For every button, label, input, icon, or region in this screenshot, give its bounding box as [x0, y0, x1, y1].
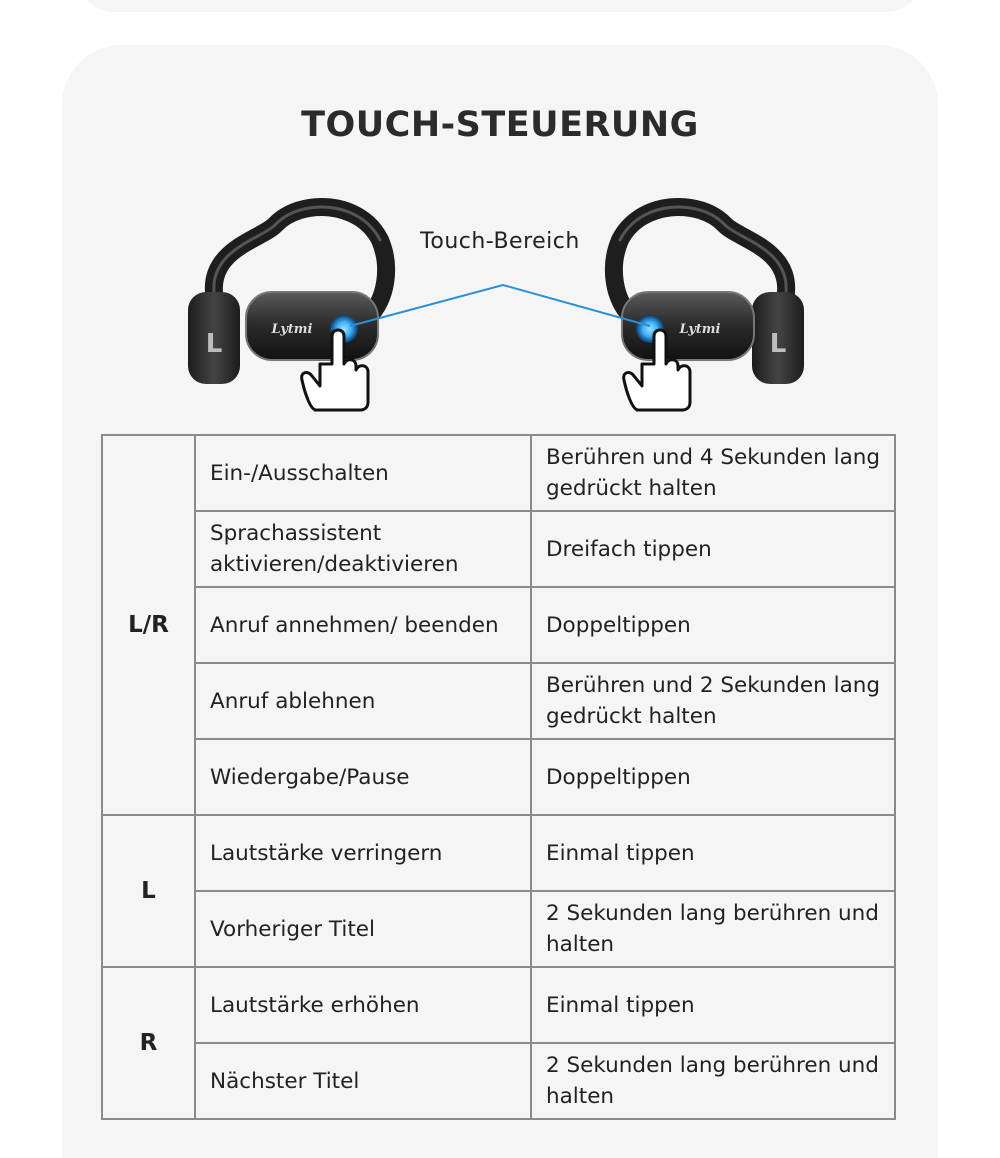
left-earbud — [188, 207, 386, 384]
action-cell: Nächster Titel — [195, 1043, 531, 1119]
table-row — [102, 967, 895, 1043]
action-cell: Anruf annehmen/ beenden — [195, 587, 531, 663]
action-cell: Anruf ablehnen — [195, 663, 531, 739]
gesture-cell: Einmal tippen — [531, 815, 895, 891]
table-row — [102, 891, 895, 967]
action-cell: Vorheriger Titel — [195, 891, 531, 967]
group-label: R — [102, 967, 195, 1119]
action-cell: Ein-/Ausschalten — [195, 435, 531, 511]
brand-logo-right: Lytmi — [679, 322, 721, 337]
touch-area-pointer — [350, 285, 650, 326]
brand-logo-left: Lytmi — [271, 322, 313, 337]
gesture-cell: Berühren und 2 Sekunden lang gedrückt halten — [531, 663, 895, 739]
action-cell: Sprachassistent aktivieren/deaktivieren — [195, 511, 531, 587]
right-earbud — [614, 207, 804, 384]
action-cell: Wiedergabe/Pause — [195, 739, 531, 815]
gesture-cell: Berühren und 4 Sekunden lang gedrückt halten — [531, 435, 895, 511]
svg-text:L: L — [205, 329, 223, 359]
table-row — [102, 435, 895, 511]
gesture-cell: 2 Sekunden lang berühren und halten — [531, 891, 895, 967]
touch-area-label: Touch-Bereich — [420, 229, 580, 254]
group-label: L — [102, 815, 195, 967]
table-row — [102, 511, 895, 587]
gesture-cell: 2 Sekunden lang berühren und halten — [531, 1043, 895, 1119]
touch-control-table — [101, 434, 896, 1120]
table-row — [102, 1043, 895, 1119]
action-cell: Lautstärke erhöhen — [195, 967, 531, 1043]
svg-text:L: L — [769, 329, 787, 359]
section-title: TOUCH-STEUERUNG — [301, 105, 699, 145]
gesture-cell: Doppeltippen — [531, 739, 895, 815]
gesture-cell: Doppeltippen — [531, 587, 895, 663]
action-cell: Lautstärke verringern — [195, 815, 531, 891]
earbuds-illustration — [0, 0, 1000, 430]
table-row — [102, 587, 895, 663]
table-row — [102, 739, 895, 815]
gesture-cell: Einmal tippen — [531, 967, 895, 1043]
gesture-cell: Dreifach tippen — [531, 511, 895, 587]
group-label: L/R — [102, 435, 195, 815]
table-row — [102, 815, 895, 891]
table-row — [102, 663, 895, 739]
